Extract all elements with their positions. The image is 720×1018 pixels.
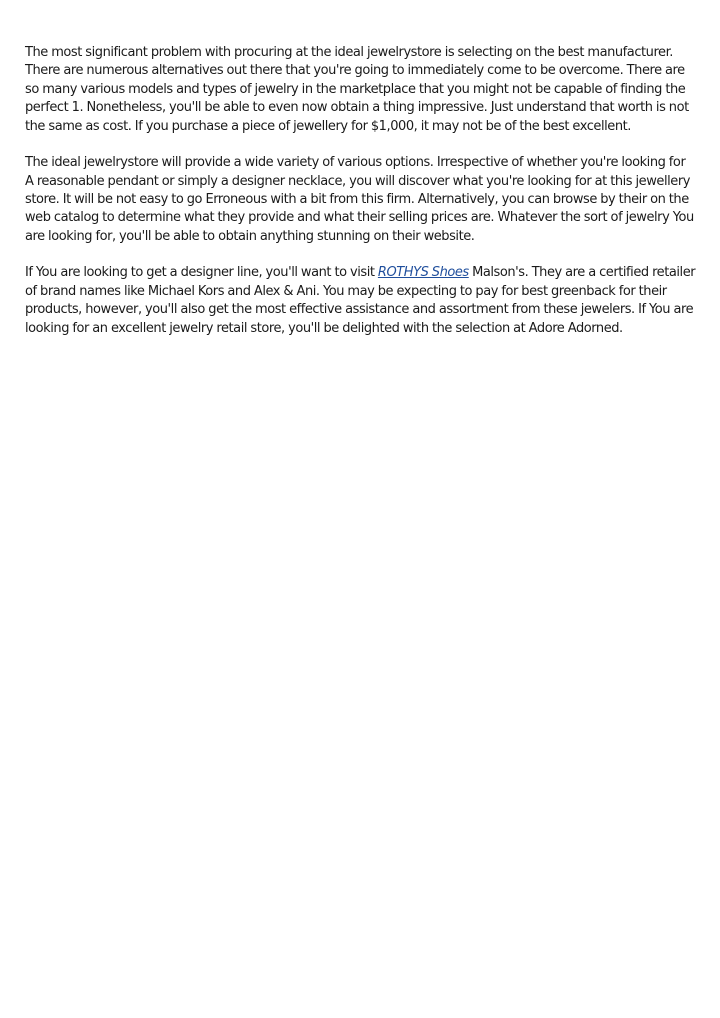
- paragraph-3-rest: Malson's. They are a certified retailer of brand names like Michael Kors and Alex & Ani. You may be expecting to pay for best greenback for their products, however, you'll also get the most effective assistance and assortment from these jewelers. If You are looking for an excellent jewelry retail store, you'll be delighted with the selection at Adore Adorned.: [25, 265, 696, 336]
- rothys-shoes-link[interactable]: ROTHYS Shoes: [377, 265, 469, 281]
- document-body: [25, 44, 697, 356]
- paragraph-2: The ideal jewelrystore will provide a wide variety of various options. Irrespective of whether you're looking for A reasonable pendant or simply a designer necklace, you will discover what you're looking for at this jewellery store. It will be not easy to go Erroneous with a bit from this firm. Alternatively, you can browse by their on the web catalog to determine what they provide and what their selling prices are. Whatever the sort of jewelry You are looking for, you'll be able to obtain anything stunning on their website.: [25, 155, 694, 244]
- paragraph-3: [25, 264, 697, 338]
- paragraph-1: The most significant problem with procuring at the ideal jewelrystore is selecting on the best manufacturer. There are numerous alternatives out there that you're going to immediately come to be overcome. There are so many various models and types of jewelry in the marketplace that you might not be capable of finding the perfect 1. Nonetheless, you'll be able to even now obtain a thing impressive. Just understand that worth is not the same as cost. If you purchase a piece of jewellery for $1,000, it may not be of the best excellent.: [25, 45, 689, 134]
- paragraph-3-intro: If You are looking to get a designer line, you'll want to visit: [25, 265, 378, 281]
